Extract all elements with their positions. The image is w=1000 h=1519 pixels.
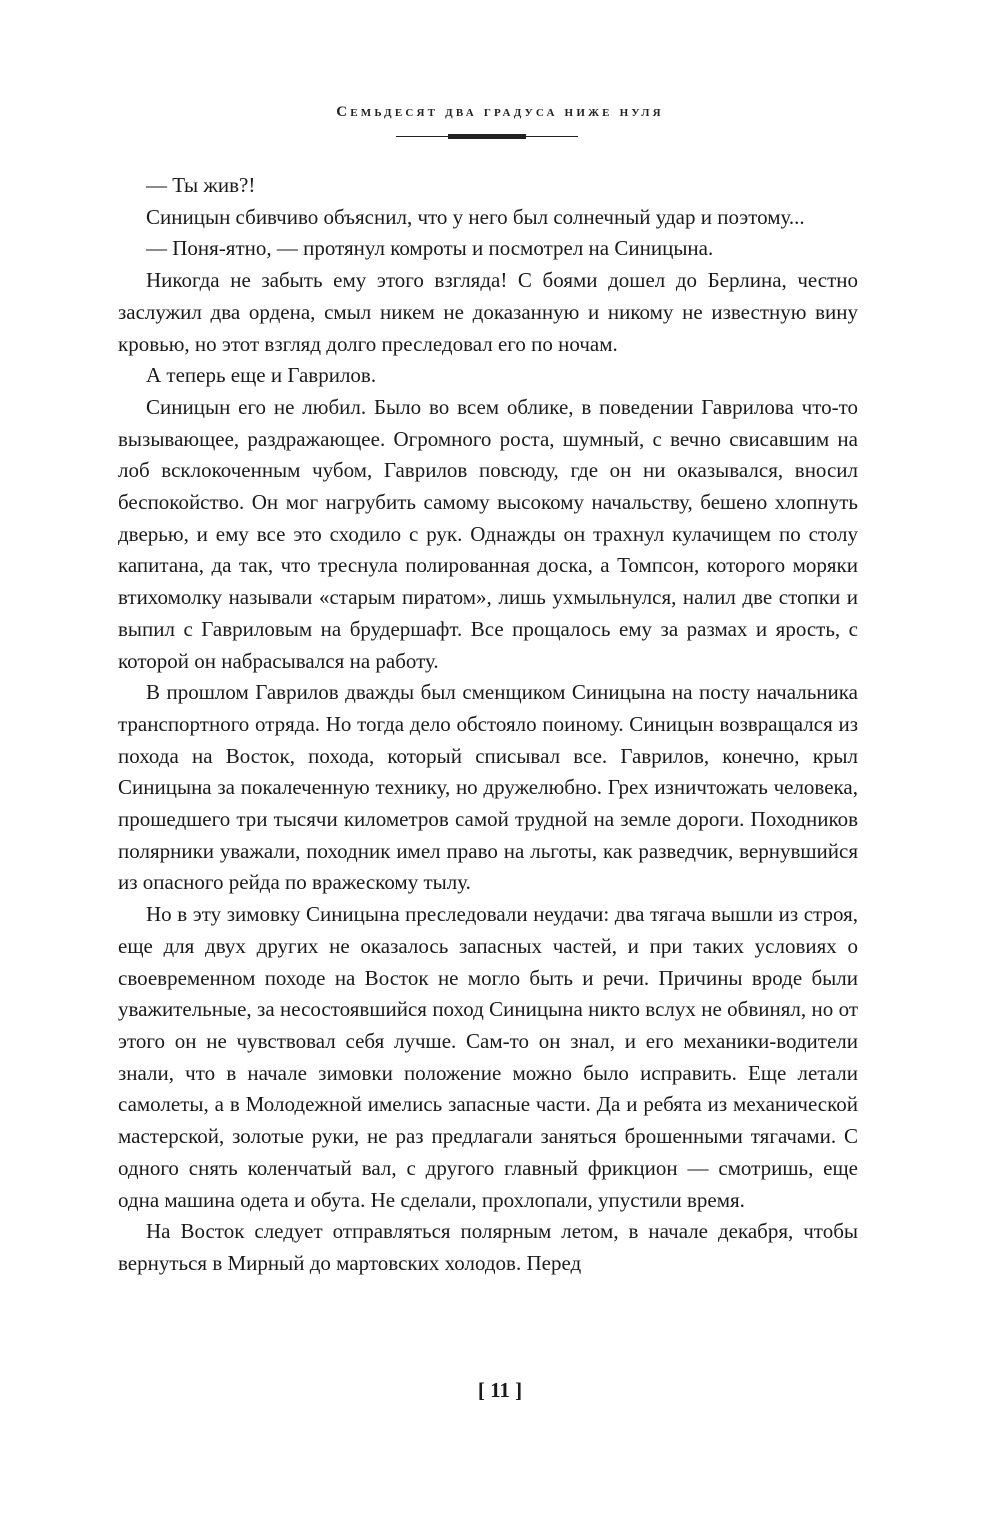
header-rule-accent: [448, 134, 526, 139]
running-title: Семьдесят два градуса ниже нуля: [336, 104, 664, 120]
paragraph: Но в эту зимовку Синицына преследовали неудачи: два тягача вышли из строя, еще для двух других не оказалось запасных частей, и при таких условиях о своевременном походе на Восток не могло быть и речи. Причины вроде были уважительные, за несостоявшийся поход Синицына никто вслух не обвинял, но от этого он не чувствовал себя лучше. Сам-то он знал, и его механики-водители знали, что в начале зимовки положение можно было исправить. Еще летали самолеты, а в Молодежной имелись запасные части. Да и ребята из механической мастерской, золотые руки, не раз предлагали заняться брошенными тягачами. С одного снять коленчатый вал, с другого главный фрикцион — смотришь, еще одна машина одета и обута. Не сделали, прохлопали, упустили время.: [118, 902, 858, 1212]
paragraph: Синицын его не любил. Было во всем облике, в поведении Гаврилова что-то вызывающее, раздражающее. Огромного роста, шумный, с вечно свисавшим на лоб всклокоченным чубом, Гаврилов повсюду, где он ни оказывался, вносил беспокойство. Он мог нагрубить самому высокому начальству, бешено хлопнуть дверью, и ему все это сходило с рук. Однажды он трахнул кулачищем по столу капитана, да так, что треснула полированная доска, а Томпсон, которого моряки втихомолку называли «старым пиратом», лишь ухмыльнулся, налил две стопки и выпил с Гавриловым на брудершафт. Все прощалось ему за размах и ярость, с которой он набрасывался на работу.: [118, 394, 858, 673]
page-number: [ 11 ]: [477, 1378, 523, 1402]
paragraph: — Ты жив?!: [146, 173, 256, 197]
paragraph: Никогда не забыть ему этого взгляда! С боями дошел до Берлина, честно заслужил два ордена, смыл никем не доказанную и никому не известную вину кровью, но этот взгляд долго преследовал его по ночам.: [118, 268, 858, 356]
paragraph: В прошлом Гаврилов дважды был сменщиком Синицына на посту начальника транспортного отряда. Но тогда дело обстояло поиному. Синицын возвращался из похода на Восток, похода, который списывал все. Гаврилов, конечно, крыл Синицына за покалеченную технику, но дружелюбно. Грех изничтожать человека, прошедшего три тысячи километров самой трудной на земле дороги. Походников полярники уважали, походник имел право на льготы, как разведчик, вернувшийся из опасного рейда по вражескому тылу.: [118, 680, 858, 895]
paragraph: А теперь еще и Гаврилов.: [146, 363, 377, 388]
paragraph: — Поня-ятно, — протянул комроты и посмотрел на Синицына.: [146, 236, 714, 261]
paragraph: Синицын сбивчиво объяснил, что у него был солнечный удар и поэтому...: [146, 204, 805, 229]
body-text: [118, 170, 858, 1280]
paragraph: На Восток следует отправляться полярным летом, в начале декабря, чтобы вернуться в Мирный до мартовских холодов. Перед: [118, 1219, 858, 1275]
